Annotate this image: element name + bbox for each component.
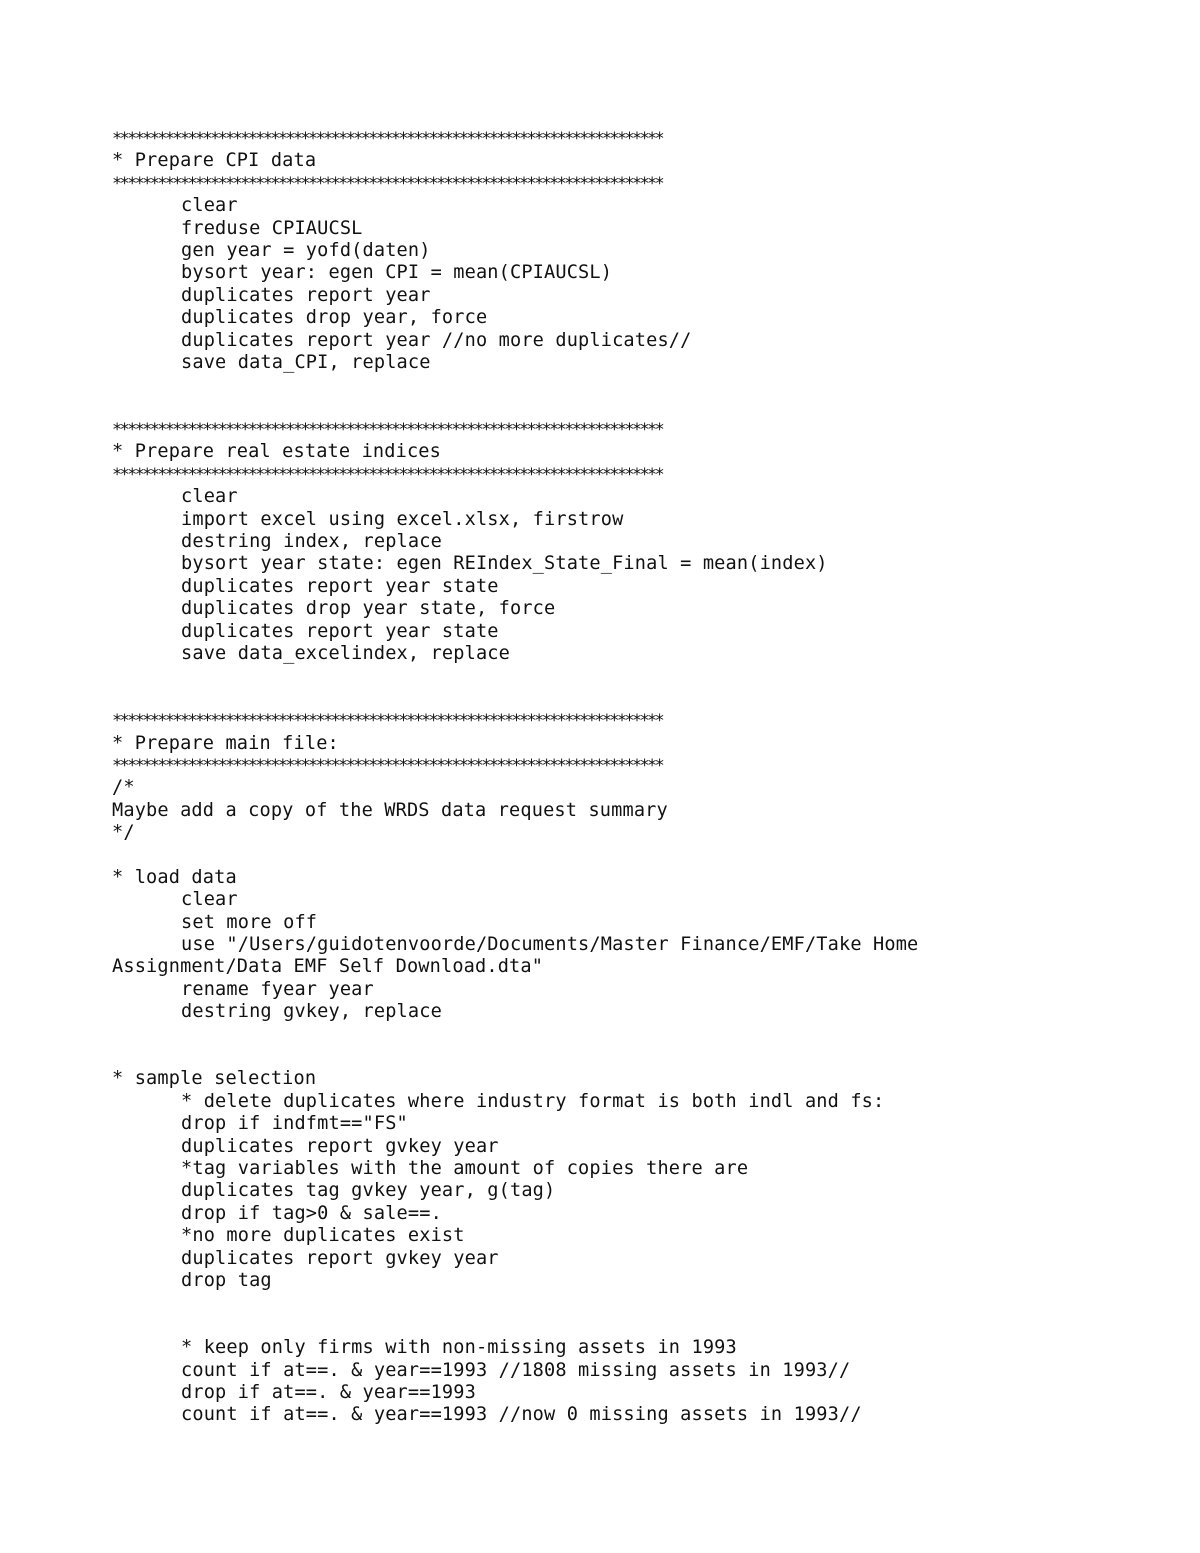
section-title-main-file: * Prepare main file: [112,732,339,754]
code-line: * delete duplicates where industry format is both indl and fs: [181,1090,885,1112]
code-line: save data_excelindex, replace [181,643,510,664]
separator-line: ************************************************************************* [112,755,663,776]
code-line: *no more duplicates exist [181,1225,465,1247]
code-line: bysort year state: egen REIndex_State_Final = mean(index) [181,553,828,575]
code-line: duplicates report year //no more duplicates// [181,329,692,351]
section-title-cpi: * Prepare CPI data [112,150,317,172]
blank-space [112,1024,1112,1069]
code-line: drop if indfmt=="FS" [181,1113,408,1135]
load-data-header: * load data [112,866,237,888]
code-line: count if at==. & year==1993 //1808 missing assets in 1993// [181,1359,851,1381]
code-line: clear [181,889,238,911]
code-line: duplicates report year state [181,620,499,642]
separator-line: ************************************************************************* [112,464,663,485]
sample-selection-header: * sample selection [112,1068,317,1090]
code-line: destring gvkey, replace [181,1001,442,1023]
code-line: duplicates tag gvkey year, g(tag) [181,1180,556,1202]
blank-space [112,374,1112,419]
code-line: bysort year: egen CPI = mean(CPIAUCSL) [181,262,613,284]
blank-space [112,665,1112,710]
code-line-wrap: Assignment/Data EMF Self Download.dta" [112,956,544,978]
code-line: count if at==. & year==1993 //now 0 missing assets in 1993// [181,1404,862,1426]
separator-line: ************************************************************************* [112,173,663,194]
separator-line: ************************************************************************* [112,129,663,149]
comment-text: Maybe add a copy of the WRDS data request summary [112,799,668,821]
code-line: import excel using excel.xlsx, firstrow [181,508,624,530]
blank-space [112,1292,1112,1337]
code-line: duplicates report year state [181,575,499,597]
code-line: duplicates report year [181,284,431,306]
blank-space [112,845,1112,867]
separator-line: ************************************************************************* [112,711,663,732]
separator-line: ************************************************************************* [112,420,663,441]
code-line: save data_CPI, replace [181,351,431,373]
code-line: duplicates report gvkey year [181,1135,499,1157]
code-line: drop if at==. & year==1993 [181,1381,476,1403]
code-line: clear [181,195,238,217]
code-line: use "/Users/guidotenvoorde/Documents/Master Finance/EMF/Take Home [181,934,919,956]
code-line: *tag variables with the amount of copies there are [181,1158,749,1180]
code-line: * keep only firms with non-missing assets in 1993 [181,1337,737,1359]
code-line: duplicates drop year state, force [181,598,556,620]
code-line: duplicates report gvkey year [181,1247,499,1269]
code-line: clear [181,486,238,508]
code-line: set more off [181,911,318,933]
code-line: duplicates drop year, force [181,307,488,329]
code-line: freduse CPIAUCSL [181,217,363,239]
code-line: gen year = yofd(daten) [181,239,431,261]
code-document [112,128,1112,1427]
code-line: rename fyear year [181,978,374,1000]
comment-open: /* [112,777,135,799]
code-line: drop tag [181,1269,272,1291]
comment-close: */ [112,822,135,844]
section-title-real-estate: * Prepare real estate indices [112,441,441,463]
code-line: drop if tag>0 & sale==. [181,1202,442,1224]
code-line: destring index, replace [181,531,442,553]
